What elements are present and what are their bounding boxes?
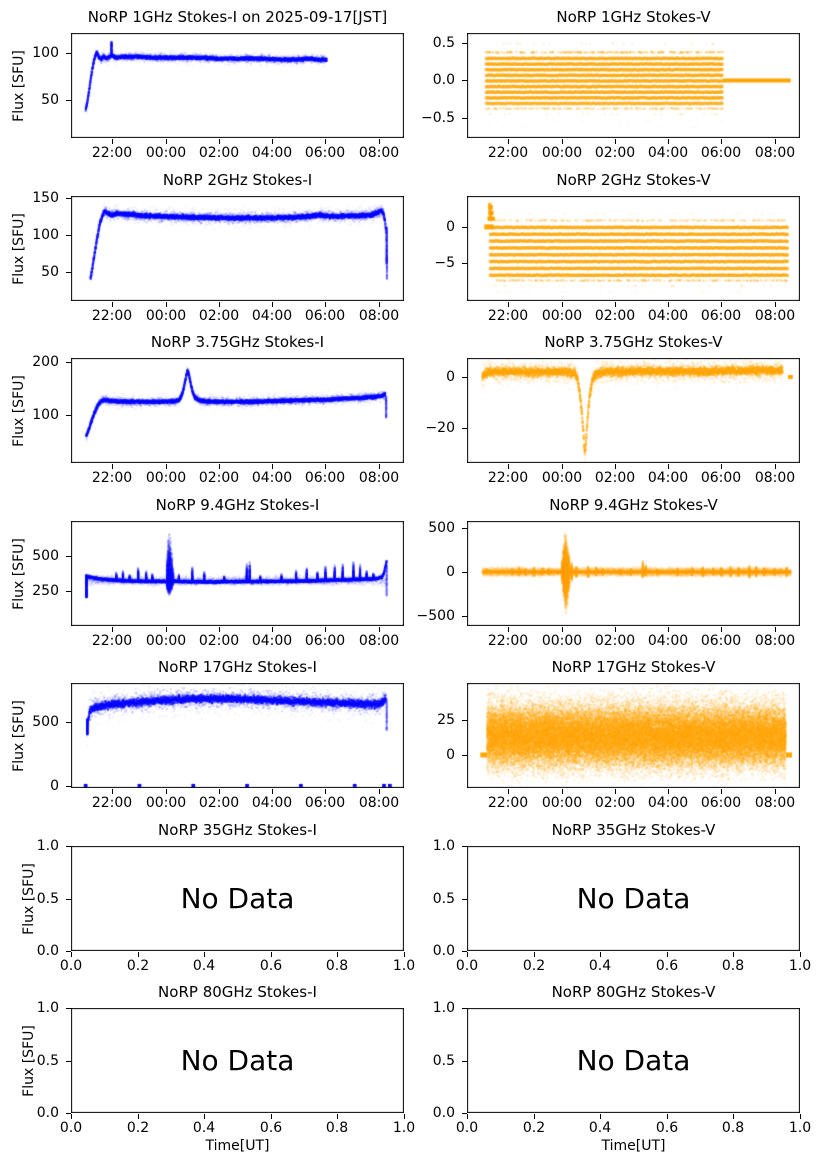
y-tick-mark xyxy=(462,118,467,119)
x-tick-mark xyxy=(508,627,509,632)
x-tick-mark xyxy=(800,952,801,957)
x-tick-label: 0.8 xyxy=(325,958,349,974)
x-tick-mark xyxy=(219,627,220,632)
x-tick-mark xyxy=(204,952,205,957)
y-tick-mark xyxy=(462,43,467,44)
subplot-title: NoRP 80GHz Stokes-I xyxy=(158,983,317,1001)
y-axis-label: Flux [SFU] xyxy=(11,699,27,772)
y-tick-label: 25 xyxy=(437,712,455,728)
y-tick-label: 0.0 xyxy=(432,943,455,959)
x-tick-label: 02:00 xyxy=(198,795,240,811)
y-tick-mark xyxy=(66,198,71,199)
x-tick-label: 04:00 xyxy=(647,145,689,161)
no-data-text: No Data xyxy=(576,881,691,915)
y-tick-label: 0.0 xyxy=(36,1105,59,1121)
x-tick-mark xyxy=(467,952,468,957)
x-tick-label: 22:00 xyxy=(487,633,529,649)
x-tick-mark xyxy=(337,1114,338,1119)
subplot-title: NoRP 35GHz Stokes-V xyxy=(551,821,716,839)
y-tick-label: 150 xyxy=(32,190,59,206)
y-tick-label: 0.5 xyxy=(432,1053,455,1069)
x-tick-mark xyxy=(166,789,167,794)
y-tick-label: 200 xyxy=(32,354,59,370)
x-axis-label: Time[UT] xyxy=(205,1138,270,1154)
x-tick-label: 04:00 xyxy=(251,795,293,811)
y-tick-label: 0.5 xyxy=(432,891,455,907)
x-tick-mark xyxy=(272,302,273,307)
x-tick-label: 0.4 xyxy=(588,1120,612,1136)
x-tick-mark xyxy=(325,464,326,469)
no-data-text: No Data xyxy=(180,1043,295,1077)
x-tick-label: 08:00 xyxy=(358,145,400,161)
y-tick-mark xyxy=(66,415,71,416)
y-axis-label: Flux [SFU] xyxy=(11,374,27,447)
x-tick-mark xyxy=(112,139,113,144)
x-tick-label: 06:00 xyxy=(304,633,346,649)
y-tick-label: 500 xyxy=(32,714,59,730)
subplot-title: NoRP 80GHz Stokes-V xyxy=(551,983,716,1001)
x-tick-label: 0.0 xyxy=(455,958,479,974)
x-tick-label: 06:00 xyxy=(304,795,346,811)
y-tick-mark xyxy=(66,362,71,363)
x-tick-mark xyxy=(219,139,220,144)
x-tick-mark xyxy=(775,302,776,307)
subplot-title: NoRP 3.75GHz Stokes-I xyxy=(150,333,325,351)
y-tick-mark xyxy=(66,53,71,54)
x-tick-mark xyxy=(721,302,722,307)
x-tick-mark xyxy=(166,464,167,469)
y-tick-label: 0 xyxy=(446,219,455,235)
x-tick-label: 08:00 xyxy=(358,633,400,649)
axes-norp-17ghz-stokes-v xyxy=(467,683,800,788)
y-tick-label: 250 xyxy=(32,583,59,599)
y-tick-mark xyxy=(462,720,467,721)
x-tick-mark xyxy=(379,464,380,469)
axes-norp-9.4ghz-stokes-i xyxy=(71,521,404,626)
x-tick-label: 08:00 xyxy=(358,308,400,324)
x-tick-mark xyxy=(668,627,669,632)
y-tick-label: 0.0 xyxy=(432,1105,455,1121)
y-tick-label: 50 xyxy=(41,264,59,280)
y-tick-label: 100 xyxy=(32,45,59,61)
x-tick-label: 06:00 xyxy=(700,308,742,324)
y-tick-label: 0 xyxy=(446,564,455,580)
x-tick-mark xyxy=(325,789,326,794)
x-tick-mark xyxy=(272,627,273,632)
plot-area-canvas-norp-3.75ghz-stokes-i xyxy=(71,358,404,463)
x-tick-label: 00:00 xyxy=(541,633,583,649)
x-tick-label: 02:00 xyxy=(594,795,636,811)
x-tick-mark xyxy=(272,789,273,794)
x-tick-label: 00:00 xyxy=(145,633,187,649)
y-tick-label: 0 xyxy=(446,369,455,385)
x-tick-label: 22:00 xyxy=(91,145,133,161)
x-tick-label: 22:00 xyxy=(487,470,529,486)
y-tick-label: 0.5 xyxy=(432,35,455,51)
y-tick-label: 0.5 xyxy=(36,1053,59,1069)
x-tick-mark xyxy=(325,139,326,144)
y-axis-label: Flux [SFU] xyxy=(21,1024,37,1097)
x-tick-mark xyxy=(721,139,722,144)
no-data-text: No Data xyxy=(180,881,295,915)
axes-norp-1ghz-stokes-i xyxy=(71,33,404,138)
axes-norp-9.4ghz-stokes-v xyxy=(467,521,800,626)
x-tick-mark xyxy=(71,1114,72,1119)
x-tick-label: 08:00 xyxy=(754,795,796,811)
y-tick-mark xyxy=(462,572,467,573)
axes-norp-17ghz-stokes-i xyxy=(71,683,404,788)
plot-area-canvas-norp-3.75ghz-stokes-v xyxy=(467,358,800,463)
x-tick-label: 06:00 xyxy=(304,470,346,486)
y-tick-label: −500 xyxy=(416,608,455,624)
x-tick-label: 0.2 xyxy=(126,958,150,974)
x-tick-mark xyxy=(379,789,380,794)
x-tick-mark xyxy=(800,1114,801,1119)
x-tick-mark xyxy=(508,302,509,307)
y-tick-mark xyxy=(462,1008,467,1009)
axes-norp-2ghz-stokes-i xyxy=(71,196,404,301)
y-tick-mark xyxy=(66,556,71,557)
y-tick-mark xyxy=(66,786,71,787)
x-tick-label: 0.8 xyxy=(721,1120,745,1136)
x-tick-label: 08:00 xyxy=(754,633,796,649)
x-tick-label: 08:00 xyxy=(754,470,796,486)
plot-area-canvas-norp-9.4ghz-stokes-i xyxy=(71,521,404,626)
x-tick-mark xyxy=(379,627,380,632)
x-tick-label: 0.4 xyxy=(192,1120,216,1136)
subplot-title: NoRP 1GHz Stokes-V xyxy=(556,8,711,26)
subplot-title: NoRP 1GHz Stokes-I on 2025-09-17[JST] xyxy=(87,8,388,26)
axes-norp-1ghz-stokes-v xyxy=(467,33,800,138)
plot-area-canvas-norp-1ghz-stokes-v xyxy=(467,33,800,138)
x-tick-label: 00:00 xyxy=(145,145,187,161)
y-tick-mark xyxy=(462,616,467,617)
x-tick-label: 06:00 xyxy=(700,633,742,649)
x-tick-mark xyxy=(615,302,616,307)
x-tick-label: 22:00 xyxy=(91,308,133,324)
x-tick-label: 1.0 xyxy=(788,1120,812,1136)
x-tick-label: 02:00 xyxy=(198,145,240,161)
x-axis-label: Time[UT] xyxy=(601,1138,666,1154)
plot-area-canvas-norp-2ghz-stokes-v xyxy=(467,196,800,301)
subplot-title: NoRP 9.4GHz Stokes-I xyxy=(155,496,320,514)
x-tick-label: 04:00 xyxy=(647,308,689,324)
y-tick-mark xyxy=(66,272,71,273)
x-tick-label: 1.0 xyxy=(788,958,812,974)
x-tick-label: 1.0 xyxy=(392,1120,416,1136)
x-tick-label: 08:00 xyxy=(754,145,796,161)
x-tick-label: 0.2 xyxy=(126,1120,150,1136)
x-tick-mark xyxy=(600,952,601,957)
x-tick-mark xyxy=(721,627,722,632)
no-data-text: No Data xyxy=(576,1043,691,1077)
x-tick-label: 02:00 xyxy=(594,633,636,649)
x-tick-label: 04:00 xyxy=(251,308,293,324)
x-tick-mark xyxy=(325,302,326,307)
y-tick-label: 500 xyxy=(428,520,455,536)
x-tick-mark xyxy=(508,789,509,794)
x-tick-label: 00:00 xyxy=(145,795,187,811)
x-tick-label: 02:00 xyxy=(198,633,240,649)
x-tick-label: 0.8 xyxy=(325,1120,349,1136)
x-tick-mark xyxy=(562,627,563,632)
x-tick-mark xyxy=(379,302,380,307)
x-tick-mark xyxy=(467,1114,468,1119)
x-tick-mark xyxy=(379,139,380,144)
x-tick-mark xyxy=(204,1114,205,1119)
x-tick-label: 00:00 xyxy=(145,308,187,324)
y-tick-mark xyxy=(462,428,467,429)
y-tick-label: −20 xyxy=(425,420,455,436)
x-tick-mark xyxy=(562,139,563,144)
x-tick-mark xyxy=(112,789,113,794)
axes-norp-3.75ghz-stokes-i xyxy=(71,358,404,463)
x-tick-mark xyxy=(219,302,220,307)
x-tick-mark xyxy=(508,139,509,144)
y-tick-mark xyxy=(462,377,467,378)
x-tick-label: 00:00 xyxy=(541,470,583,486)
subplot-title: NoRP 3.75GHz Stokes-V xyxy=(544,333,723,351)
y-tick-label: 1.0 xyxy=(36,838,59,854)
x-tick-label: 22:00 xyxy=(487,795,529,811)
y-tick-label: 0.5 xyxy=(36,891,59,907)
x-tick-mark xyxy=(775,789,776,794)
x-tick-mark xyxy=(112,464,113,469)
y-tick-label: 0.0 xyxy=(36,943,59,959)
x-tick-label: 0.6 xyxy=(259,1120,283,1136)
y-tick-label: 500 xyxy=(32,548,59,564)
x-tick-label: 00:00 xyxy=(541,795,583,811)
x-tick-mark xyxy=(775,139,776,144)
x-tick-mark xyxy=(668,789,669,794)
y-tick-label: 50 xyxy=(41,92,59,108)
subplot-title: NoRP 9.4GHz Stokes-V xyxy=(549,496,718,514)
x-tick-label: 02:00 xyxy=(594,308,636,324)
x-tick-mark xyxy=(272,139,273,144)
x-tick-label: 02:00 xyxy=(198,308,240,324)
x-tick-label: 22:00 xyxy=(487,145,529,161)
x-tick-label: 06:00 xyxy=(304,145,346,161)
x-tick-mark xyxy=(337,952,338,957)
x-tick-mark xyxy=(775,464,776,469)
x-tick-mark xyxy=(219,464,220,469)
x-tick-mark xyxy=(562,789,563,794)
x-tick-label: 22:00 xyxy=(91,633,133,649)
x-tick-label: 0.6 xyxy=(655,958,679,974)
plot-area-canvas-norp-1ghz-stokes-i xyxy=(71,33,404,138)
y-tick-label: −5 xyxy=(434,255,455,271)
x-tick-label: 0.8 xyxy=(721,958,745,974)
x-tick-mark xyxy=(272,464,273,469)
x-tick-mark xyxy=(668,139,669,144)
x-tick-mark xyxy=(600,1114,601,1119)
x-tick-mark xyxy=(508,464,509,469)
x-tick-mark xyxy=(166,302,167,307)
y-axis-label: Flux [SFU] xyxy=(11,537,27,610)
x-tick-label: 00:00 xyxy=(541,308,583,324)
x-tick-mark xyxy=(166,627,167,632)
y-axis-label: Flux [SFU] xyxy=(21,862,37,935)
x-tick-label: 06:00 xyxy=(304,308,346,324)
y-tick-label: −0.5 xyxy=(421,110,455,126)
x-tick-mark xyxy=(667,1114,668,1119)
plot-area-canvas-norp-2ghz-stokes-i xyxy=(71,196,404,301)
subplot-title: NoRP 2GHz Stokes-I xyxy=(162,171,313,189)
x-tick-label: 22:00 xyxy=(91,795,133,811)
subplot-title: NoRP 17GHz Stokes-V xyxy=(551,658,716,676)
plot-area-canvas-norp-17ghz-stokes-i xyxy=(71,683,404,788)
subplot-title: NoRP 35GHz Stokes-I xyxy=(158,821,317,839)
x-tick-mark xyxy=(667,952,668,957)
y-tick-mark xyxy=(66,100,71,101)
x-tick-label: 06:00 xyxy=(700,795,742,811)
x-tick-mark xyxy=(615,464,616,469)
x-tick-label: 0.6 xyxy=(655,1120,679,1136)
x-tick-label: 0.4 xyxy=(588,958,612,974)
y-tick-mark xyxy=(462,528,467,529)
x-tick-mark xyxy=(668,302,669,307)
y-tick-mark xyxy=(462,80,467,81)
x-tick-mark xyxy=(112,627,113,632)
x-tick-mark xyxy=(562,464,563,469)
x-tick-mark xyxy=(721,464,722,469)
x-tick-label: 04:00 xyxy=(251,470,293,486)
y-tick-mark xyxy=(66,1008,71,1009)
x-tick-mark xyxy=(534,1114,535,1119)
y-tick-mark xyxy=(462,263,467,264)
y-tick-mark xyxy=(462,846,467,847)
x-tick-mark xyxy=(271,952,272,957)
x-tick-label: 0.4 xyxy=(192,958,216,974)
subplot-title: NoRP 2GHz Stokes-V xyxy=(556,171,711,189)
x-tick-label: 08:00 xyxy=(754,308,796,324)
x-tick-label: 02:00 xyxy=(594,470,636,486)
x-tick-mark xyxy=(615,789,616,794)
y-tick-mark xyxy=(462,755,467,756)
x-tick-label: 04:00 xyxy=(251,633,293,649)
x-tick-label: 08:00 xyxy=(358,795,400,811)
x-tick-mark xyxy=(325,627,326,632)
x-tick-label: 02:00 xyxy=(198,470,240,486)
y-tick-label: 1.0 xyxy=(432,838,455,854)
axes-norp-2ghz-stokes-v xyxy=(467,196,800,301)
x-tick-label: 04:00 xyxy=(251,145,293,161)
x-tick-mark xyxy=(721,789,722,794)
axes-norp-3.75ghz-stokes-v xyxy=(467,358,800,463)
y-tick-label: 0.0 xyxy=(432,72,455,88)
x-tick-label: 04:00 xyxy=(647,795,689,811)
x-tick-label: 0.0 xyxy=(59,958,83,974)
x-tick-label: 1.0 xyxy=(392,958,416,974)
x-tick-mark xyxy=(112,302,113,307)
y-tick-label: 1.0 xyxy=(432,1000,455,1016)
x-tick-label: 0.6 xyxy=(259,958,283,974)
y-tick-label: 0 xyxy=(50,778,59,794)
y-tick-mark xyxy=(66,722,71,723)
x-tick-mark xyxy=(668,464,669,469)
x-tick-label: 0.0 xyxy=(59,1120,83,1136)
x-tick-label: 02:00 xyxy=(594,145,636,161)
x-tick-mark xyxy=(615,627,616,632)
y-tick-mark xyxy=(66,591,71,592)
x-tick-mark xyxy=(71,952,72,957)
x-tick-mark xyxy=(271,1114,272,1119)
x-tick-label: 08:00 xyxy=(358,470,400,486)
y-tick-label: 100 xyxy=(32,407,59,423)
y-tick-label: 1.0 xyxy=(36,1000,59,1016)
x-tick-label: 00:00 xyxy=(541,145,583,161)
subplot-title: NoRP 17GHz Stokes-I xyxy=(158,658,317,676)
y-tick-mark xyxy=(66,846,71,847)
x-tick-mark xyxy=(138,952,139,957)
y-axis-label: Flux [SFU] xyxy=(11,212,27,285)
y-tick-mark xyxy=(462,227,467,228)
x-tick-mark xyxy=(534,952,535,957)
x-tick-mark xyxy=(562,302,563,307)
x-tick-label: 0.2 xyxy=(522,1120,546,1136)
x-tick-label: 06:00 xyxy=(700,470,742,486)
plot-area-canvas-norp-9.4ghz-stokes-v xyxy=(467,521,800,626)
x-tick-mark xyxy=(775,627,776,632)
plot-area-canvas-norp-17ghz-stokes-v xyxy=(467,683,800,788)
x-tick-label: 04:00 xyxy=(647,633,689,649)
x-tick-label: 22:00 xyxy=(487,308,529,324)
x-tick-mark xyxy=(138,1114,139,1119)
x-tick-mark xyxy=(219,789,220,794)
x-tick-label: 04:00 xyxy=(647,470,689,486)
x-tick-label: 0.0 xyxy=(455,1120,479,1136)
y-tick-mark xyxy=(66,235,71,236)
y-tick-label: 0 xyxy=(446,747,455,763)
x-tick-label: 00:00 xyxy=(145,470,187,486)
x-tick-mark xyxy=(733,952,734,957)
y-tick-label: 100 xyxy=(32,227,59,243)
x-tick-mark xyxy=(615,139,616,144)
y-axis-label: Flux [SFU] xyxy=(11,49,27,122)
x-tick-label: 06:00 xyxy=(700,145,742,161)
x-tick-mark xyxy=(733,1114,734,1119)
x-tick-label: 0.2 xyxy=(522,958,546,974)
x-tick-mark xyxy=(166,139,167,144)
x-tick-label: 22:00 xyxy=(91,470,133,486)
